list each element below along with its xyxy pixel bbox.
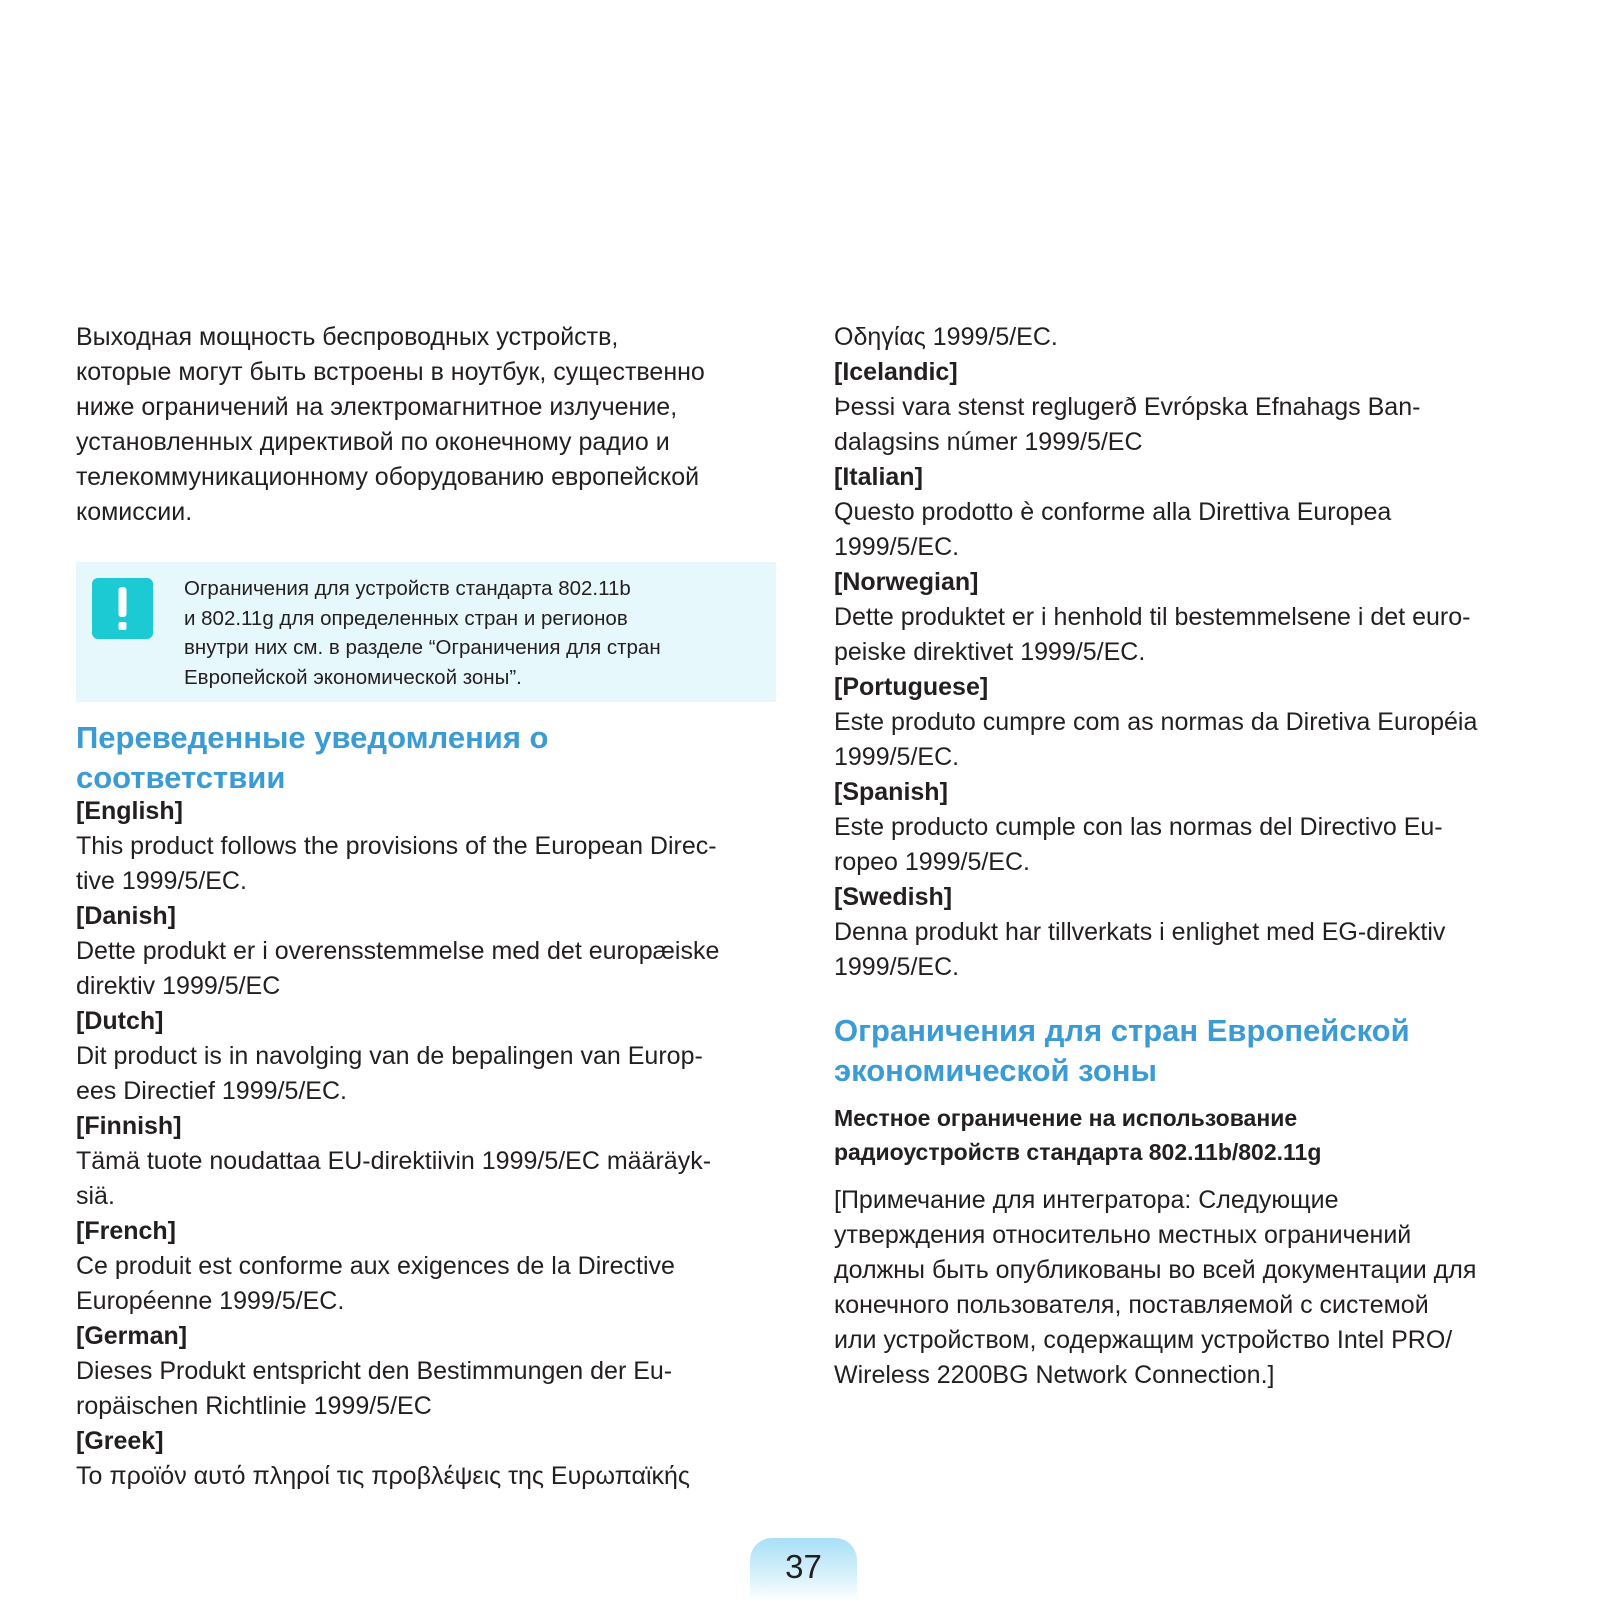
intro-line: которые могут быть встроены в ноутбук, существенно (76, 358, 705, 386)
integrator-line: конечного пользователя, поставляемой с системой (834, 1291, 1429, 1319)
lang-text: 1999/5/EC. (834, 743, 960, 771)
right-column (834, 320, 1539, 1393)
lang-label-italian: [Italian] (834, 463, 923, 491)
lang-text: siä. (76, 1182, 115, 1210)
lang-text: ropäischen Richtlinie 1999/5/EC (76, 1392, 432, 1420)
lang-label-english: [English] (76, 797, 183, 825)
heading-line: Ограничения для стран Европейской (834, 1013, 1410, 1048)
intro-line: ниже ограничений на электромагнитное излучение, (76, 393, 678, 421)
lang-text: Dit product is in navolging van de bepalingen van Europ- (76, 1042, 703, 1070)
lang-label-finnish: [Finnish] (76, 1112, 182, 1140)
lang-text: 1999/5/EC. (834, 533, 960, 561)
heading-line: соответствии (76, 760, 286, 795)
lang-text: This product follows the provisions of the European Direc- (76, 832, 717, 860)
lang-text: Dette produkt er i overensstemmelse med det europæiske (76, 937, 720, 965)
lang-text: Este producto cumple con las normas del Directivo Eu- (834, 813, 1443, 841)
lang-text: direktiv 1999/5/EC (76, 972, 281, 1000)
intro-line: Выходная мощность беспроводных устройств, (76, 323, 619, 351)
lang-label-icelandic: [Icelandic] (834, 358, 958, 386)
integrator-line: [Примечание для интегратора: Следующие (834, 1186, 1339, 1214)
subheading (834, 1101, 1539, 1169)
note-line: Европейской экономической зоны”. (184, 665, 522, 689)
note-line: Ограничения для устройств стандарта 802.11b (184, 577, 631, 600)
intro-paragraph (76, 320, 776, 530)
integrator-note (834, 1183, 1539, 1393)
note-line: внутри них см. в разделе “Ограничения для стран (184, 636, 661, 659)
left-column (76, 320, 776, 1494)
lang-text: Þessi vara stenst reglugerð Evrópska Efnahags Ban- (834, 393, 1421, 421)
integrator-line: должны быть опубликованы во всей документации для (834, 1256, 1477, 1284)
lang-text: Européenne 1999/5/EC. (76, 1287, 345, 1315)
lang-label-german: [German] (76, 1322, 188, 1350)
lang-label-spanish: [Spanish] (834, 778, 948, 806)
note-box (76, 562, 776, 702)
page-number: 37 (785, 1548, 822, 1585)
subheading-line: Местное ограничение на использование (834, 1105, 1298, 1131)
lang-text: tive 1999/5/EC. (76, 867, 247, 895)
exclamation-icon (92, 578, 153, 639)
lang-label-portuguese: [Portuguese] (834, 673, 989, 701)
note-line: и 802.11g для определенных стран и регионов (184, 606, 628, 630)
heading-line: Переведенные уведомления о (76, 720, 549, 755)
page-number-tab (750, 1538, 857, 1601)
intro-line: установленных директивой по оконечному радио и (76, 428, 670, 456)
subheading-line: радиоустройств стандарта 802.11b/802.11g (834, 1139, 1322, 1165)
lang-text: Tämä tuote noudattaa EU-direktiivin 1999/5/EC määräyk- (76, 1147, 712, 1175)
lang-text: ees Directief 1999/5/EC. (76, 1077, 347, 1105)
lang-text: Dette produktet er i henhold til bestemmelsene i det euro- (834, 603, 1471, 631)
lang-text: Questo prodotto è conforme alla Direttiva Europea (834, 498, 1392, 526)
section-heading-eea (834, 1011, 1539, 1091)
lang-label-swedish: [Swedish] (834, 883, 953, 911)
integrator-line: утверждения относительно местных ограничений (834, 1221, 1412, 1249)
lang-text: 1999/5/EC. (834, 953, 960, 981)
lang-text: peiske direktivet 1999/5/EC. (834, 638, 1146, 666)
section-heading-translated (76, 718, 776, 798)
lang-label-danish: [Danish] (76, 902, 176, 930)
lang-text: dalagsins númer 1999/5/EC (834, 428, 1143, 456)
intro-line: комиссии. (76, 498, 193, 526)
lang-text: Este produto cumpre com as normas da Diretiva Européia (834, 708, 1478, 736)
lang-label-dutch: [Dutch] (76, 1007, 164, 1035)
lang-text: Το προϊόν αυτό πληροί τις προβλέψεις της Ευρωπαϊκής (76, 1462, 690, 1490)
lang-label-norwegian: [Norwegian] (834, 568, 979, 596)
integrator-line: Wireless 2200BG Network Connection.] (834, 1361, 1275, 1389)
heading-line: экономической зоны (834, 1053, 1157, 1088)
lang-label-greek: [Greek] (76, 1427, 164, 1455)
lang-text: Denna produkt har tillverkats i enlighet med EG-direktiv (834, 918, 1446, 946)
greek-continuation: Οδηγίας 1999/5/ΕC. (834, 323, 1058, 351)
lang-text: Dieses Produkt entspricht den Bestimmungen der Eu- (76, 1357, 673, 1385)
integrator-line: или устройством, содержащим устройство Intel PRO/ (834, 1326, 1453, 1354)
lang-label-french: [French] (76, 1217, 176, 1245)
lang-text: Ce produit est conforme aux exigences de la Directive (76, 1252, 675, 1280)
lang-text: ropeo 1999/5/EC. (834, 848, 1030, 876)
intro-line: телекоммуникационному оборудованию европейской (76, 463, 700, 491)
language-list (76, 794, 776, 1494)
